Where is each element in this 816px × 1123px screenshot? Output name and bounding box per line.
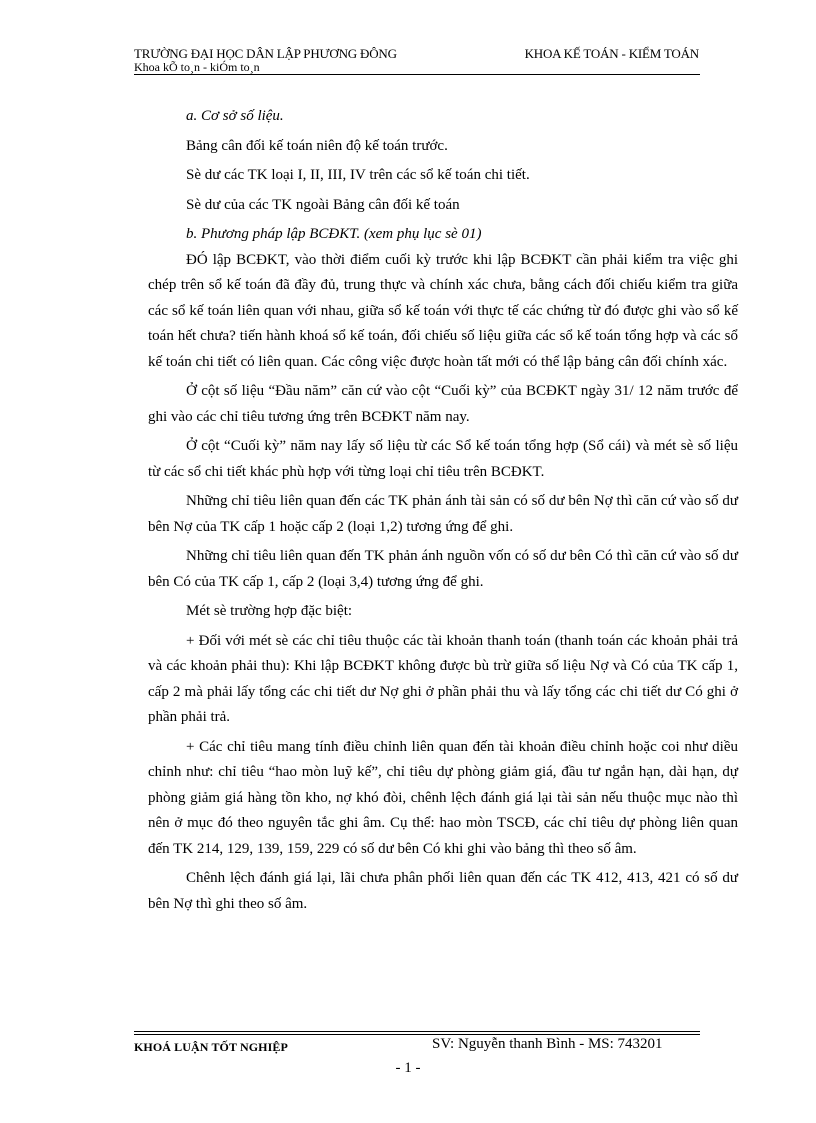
document-body	[148, 104, 738, 917]
paragraph: Bảng cân đối kế toán niên độ kế toán trước.	[186, 137, 448, 154]
header-left	[134, 46, 397, 73]
school-name: TRƯỜNG ĐẠI HỌC DÂN LẬP PHƯƠNG ĐÔNG	[134, 46, 397, 61]
paragraph: + Đối với mét sè các chỉ tiêu thuộc các tài khoản thanh toán (thanh toán các khoản phải trả và các khoản phải thu): Khi lập BCĐKT không được bù trừ giữa số liệu Nợ và Có của TK cấp 1, cấp 2 mà phải lấy tổng các chi tiết dư Nợ ghi ở phần phải thu và lấy tổng các chi tiết dư Có ghi ở phần phải trả.	[148, 632, 738, 725]
footer-divider-bottom	[134, 1034, 700, 1035]
header-divider	[134, 74, 700, 75]
paragraph: + Các chỉ tiêu mang tính điều chỉnh liên quan đến tài khoản điều chỉnh hoặc coi như diều chỉnh như: chỉ tiêu “hao mòn luỹ kế”, chỉ tiêu dự phòng giảm giá, đầu tư ngắn hạn, dài hạn, dự phòng giảm giá hàng tồn kho, nợ khó đòi, chênh lệch đánh giá lại tài sản nếu thuộc mục nào thì nên ở mục đó theo nguyên tắc ghi âm. Cụ thể: hao mòn TSCĐ, các chỉ tiêu dự phòng liên quan đến TK 214, 129, 139, 159, 229 có số dư bên Có khi ghi vào bảng thì theo số âm.	[148, 738, 738, 857]
student-info: SV: Nguyễn thanh Bình - MS: 743201	[432, 1036, 663, 1052]
paragraph: Ở cột số liệu “Đầu năm” căn cứ vào cột “Cuối kỳ” của BCĐKT ngày 31/ 12 năm trước để ghi vào các chỉ tiêu tương ứng trên BCĐKT năm nay.	[148, 383, 738, 425]
department-name: KHOA KẾ TOÁN - KIỂM TOÁN	[524, 46, 699, 61]
footer-divider-top	[134, 1031, 700, 1032]
paragraph: Mét sè trường hợp đặc biệt:	[186, 603, 353, 619]
paragraph: Ở cột “Cuối kỳ” năm nay lấy số liệu từ các Sổ kế toán tổng hợp (Sổ cái) và mét sè số liệu từ các sổ chi tiết khác phù hợp với từng loại chỉ tiêu trên BCĐKT.	[148, 438, 738, 480]
paragraph: Những chỉ tiêu liên quan đến các TK phản ánh tài sản có số dư bên Nợ thì căn cứ vào số dư bên Nợ của TK cấp 1 hoặc cấp 2 (loại 1,2) tương ứng để ghi.	[148, 493, 738, 535]
paragraph: Những chỉ tiêu liên quan đến TK phản ánh nguồn vốn có số dư bên Có thì căn cứ vào số dư bên Có của TK cấp 1, cấp 2 (loại 3,4) tương ứng để ghi.	[148, 548, 738, 590]
header-row	[134, 46, 699, 73]
paragraph: Sè dư các TK loại I, II, III, IV trên các sổ kế toán chi tiết.	[186, 167, 530, 183]
section-a-heading: a. Cơ sở số liệu.	[186, 108, 284, 124]
paragraph: Sè dư của các TK ngoài Bảng cân đối kế toán	[186, 196, 460, 213]
page-header	[134, 46, 699, 73]
paragraph: ĐÓ lập BCĐKT, vào thời điểm cuối kỳ trước khi lập BCĐKT cần phải kiểm tra việc ghi chép trên sổ kế toán đã đầy đủ, trung thực và chính xác chưa, bằng cách đối chiếu kiểm tra giữa các sổ kế toán liên quan với nhau, giữa sổ kế toán với thực tế các chứng từ đó được ghi vào sổ kế toán hết chưa? tiến hành khoá sổ kế toán, đối chiếu số liệu giữa các sổ kế toán tổng hợp và các sổ kế toán chi tiết có liên quan. Các công việc được hoàn tất mới có thể lập bảng cân đối chính xác.	[148, 251, 738, 370]
page-footer	[134, 1036, 700, 1055]
paragraph: Chênh lệch đánh giá lại, lãi chưa phân phối liên quan đến các TK 412, 413, 421 có số dư bên Nợ thì ghi theo số âm.	[148, 870, 738, 912]
faculty-name: Khoa kÕ to¸n - kiÓm to¸n	[134, 60, 260, 74]
page-number: - 1 -	[395, 1060, 421, 1076]
section-b-heading: b. Phương pháp lập BCĐKT. (xem phụ lục sè 01)	[186, 226, 482, 242]
thesis-label: KHOÁ LUẬN TỐT NGHIỆP	[134, 1040, 288, 1054]
